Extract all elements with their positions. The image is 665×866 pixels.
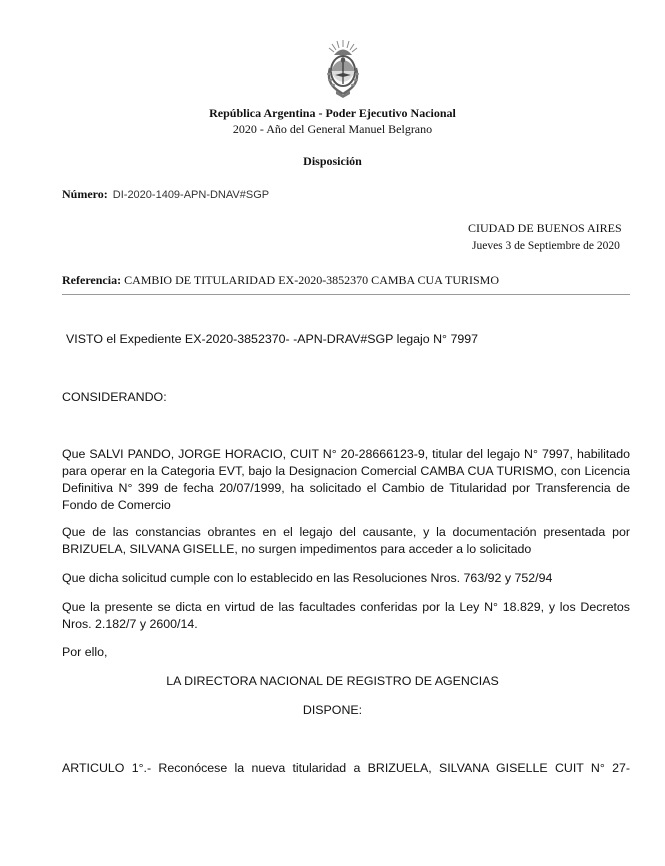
date-label: Jueves 3 de Septiembre de 2020 (472, 240, 620, 252)
visto-paragraph: VISTO el Expediente EX-2020-3852370- -APN-DRAV#SGP legajo N° 7997 (66, 332, 479, 346)
document-number (62, 187, 269, 202)
considerando-paragraph-3: Que dicha solicitud cumple con lo establecido en las Resoluciones Nros. 763/92 y 752/94 (62, 571, 553, 585)
argentina-coat-of-arms-icon (323, 38, 363, 102)
header-divider (62, 294, 630, 295)
considerando-paragraph-4: Que la presente se dicta en virtud de las facultades conferidas por la Ley N° 18.829, y los Decretos Nros. 2.182/7 y 2600/14. (62, 600, 630, 631)
header-year-line: 2020 - Año del General Manuel Belgrano (232, 122, 433, 136)
header-republic-line: República Argentina - Poder Ejecutivo Nacional (209, 106, 456, 120)
document-number-label: Número: (62, 187, 108, 201)
considerando-heading: CONSIDERANDO: (62, 390, 167, 404)
document-type-title: Disposición (303, 154, 362, 168)
city-label: CIUDAD DE BUENOS AIRES (468, 221, 622, 235)
reference-line (62, 273, 499, 288)
por-ello-text: Por ello, (62, 645, 108, 659)
directora-heading: LA DIRECTORA NACIONAL DE REGISTRO DE AGENCIAS (166, 674, 499, 688)
articulo-1-text: ARTICULO 1°.- Reconócese la nueva titularidad a BRIZUELA, SILVANA GISELLE CUIT N° 27- (62, 761, 630, 775)
considerando-paragraph-1: Que SALVI PANDO, JORGE HORACIO, CUIT N° 20-28666123-9, titular del legajo N° 7997, habilitado para operar en la Categoria EVT, bajo la Designacion Comercial CAMBA CUA TURISMO, con Licencia Definitiva N° 399 de fecha 20/07/1999, ha solicitado el Cambio de Titularidad por Transferencia de Fondo de Comercio (62, 447, 630, 512)
reference-value: CAMBIO DE TITULARIDAD EX-2020-3852370 CAMBA CUA TURISMO (124, 273, 499, 287)
dispone-heading: DISPONE: (302, 703, 363, 717)
reference-label: Referencia: (62, 273, 122, 287)
document-number-value: DI-2020-1409-APN-DNAV#SGP (112, 189, 270, 201)
considerando-paragraph-2: Que de las constancias obrantes en el legajo del causante, y la documentación presentada por BRIZUELA, SILVANA GISELLE, no surgen impedimentos para acceder a lo solicitado (62, 525, 630, 556)
